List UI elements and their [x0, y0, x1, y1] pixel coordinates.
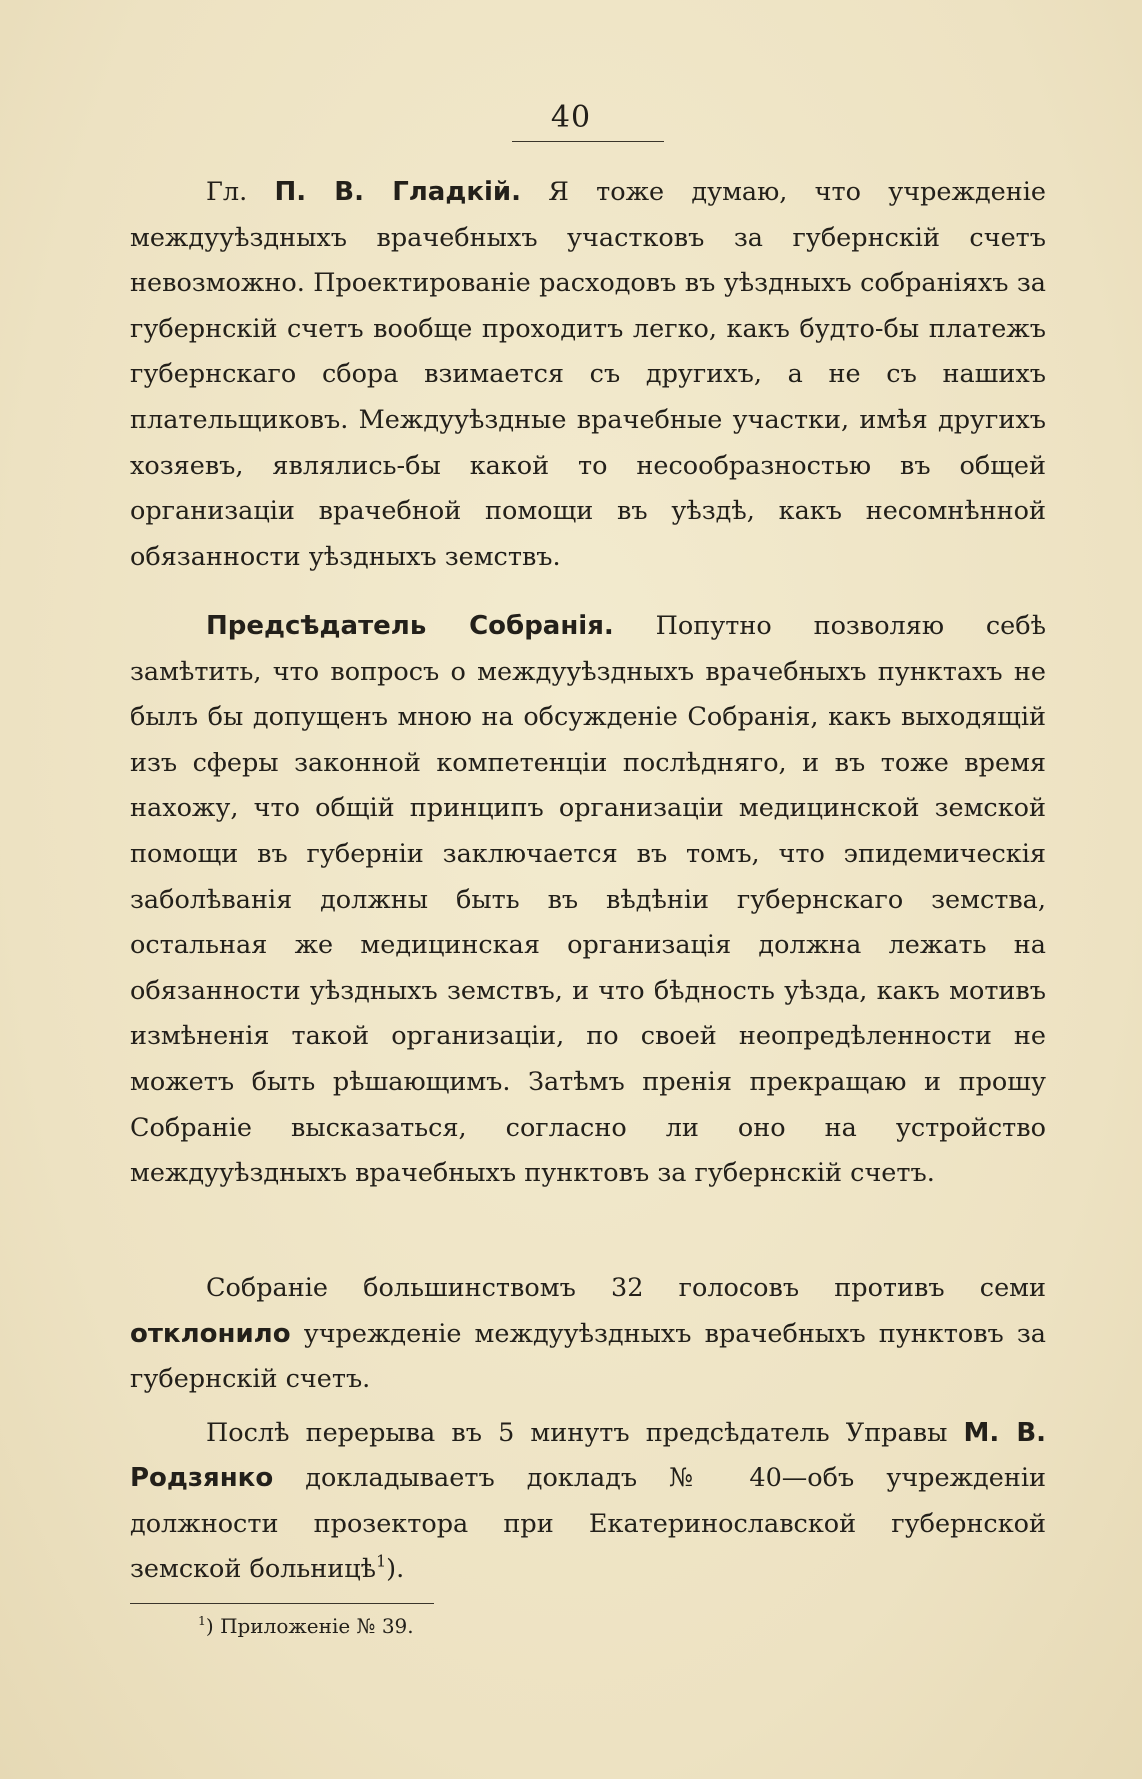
paragraph-text — [130, 1411, 1046, 1592]
vote-decision: отклонило — [130, 1318, 291, 1349]
report-text-end: ). — [386, 1553, 405, 1584]
footnote — [198, 1611, 414, 1641]
speaker-name: Предсѣдатель Собранія. — [206, 611, 614, 641]
paragraph-report — [130, 1411, 1046, 1592]
footnote-text: Приложеніе № 39. — [220, 1614, 414, 1638]
paragraph-text — [130, 170, 1046, 580]
paragraph-vote-result — [130, 1266, 1046, 1403]
speaker-name: М. В. Родзянко — [130, 1418, 1047, 1494]
footnote-mark: 1 — [198, 1612, 206, 1628]
report-text-after: докладываетъ докладъ № 40—объ учрежденіи должности прозектора при Екатеринославской губернской земской больницѣ — [130, 1463, 1046, 1584]
page-number-rule — [512, 141, 664, 142]
speech-text: Я тоже думаю, что учрежденіе междууѣздныхъ врачебныхъ участковъ за губернскій счетъ невозможно. Проектированіе расходовъ въ уѣздныхъ собраніяхъ за губернскій счетъ вообще проходитъ легко, какъ будто-бы платежъ губернскаго сбора взимается съ другихъ, а не съ нашихъ плательщиковъ. Междууѣздные врачебные участки, имѣя другихъ хозяевъ, являлись-бы какой то несообразностью въ общей организаціи врачебной помощи въ уѣздѣ, какъ несомнѣнной обязанности уѣздныхъ земствъ. — [130, 177, 1047, 572]
speaker-name: П. В. Гладкій. — [274, 177, 521, 207]
footnote-mark-close: ) — [205, 1614, 214, 1638]
paragraph-gladkiy — [130, 170, 1046, 580]
footnote-rule — [130, 1603, 434, 1604]
speaker-prefix: Гл. — [206, 177, 248, 207]
page-number: 40 — [550, 100, 592, 135]
paragraph-text — [130, 604, 1046, 1197]
vote-text-before: Собраніе большинствомъ 32 голосовъ противъ семи — [206, 1273, 1046, 1303]
vote-text-after: учрежденіе междууѣздныхъ врачебныхъ пунктовъ за губернскій счетъ. — [130, 1318, 1046, 1394]
footnote-reference: 1 — [376, 1551, 387, 1571]
report-text-before: Послѣ перерыва въ 5 минутъ предсѣдатель Управы — [206, 1418, 948, 1448]
paragraph-text — [130, 1266, 1046, 1403]
paragraph-chairman — [130, 604, 1046, 1197]
speech-text: Попутно позволяю себѣ замѣтить, что вопросъ о междууѣздныхъ врачебныхъ пунктахъ не былъ бы допущенъ мною на обсужденіе Собранія, какъ выходящій изъ сферы законной компетенціи послѣдняго, и въ тоже время нахожу, что общій принципъ организаціи медицинской земской помощи въ губерніи заключается въ томъ, что эпидемическія заболѣванія должны быть въ вѣдѣніи губернскаго земства, остальная же медицинская организація должна лежать на обязанности уѣздныхъ земствъ, и что бѣдность уѣзда, какъ мотивъ измѣненія такой организаціи, по своей неопредѣленности не можетъ быть рѣшающимъ. Затѣмъ пренія прекращаю и прошу Собраніе высказаться, согласно ли оно на устройство междууѣздныхъ врачебныхъ пунктовъ за губернскій счетъ. — [130, 611, 1047, 1189]
